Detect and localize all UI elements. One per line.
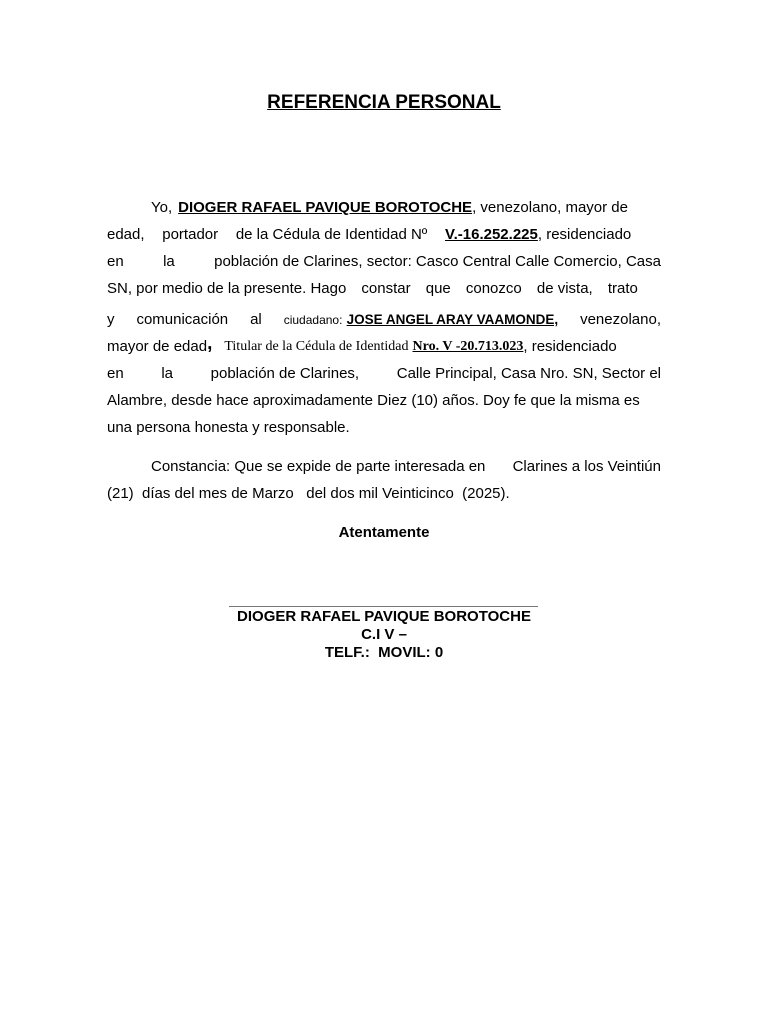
document-title: REFERENCIA PERSONAL	[267, 92, 501, 113]
text-fragment: (21) días del mes de Marzo del dos mil Veinticinco (2025).	[107, 485, 510, 502]
text-line	[107, 360, 661, 387]
text-fragment: , venezolano, mayor de	[472, 199, 628, 216]
text-fragment: SN, por medio de la presente. Hago	[107, 280, 347, 297]
text-fragment: Clarines a los Veintiún	[512, 458, 661, 475]
signature-line	[229, 606, 538, 607]
text-line	[107, 480, 661, 507]
text-fragment: , residenciado	[523, 338, 617, 355]
text-fragment: Constancia: Que se expide de parte interesada en	[151, 458, 486, 475]
text-fragment: en	[107, 365, 124, 382]
text-fragment: ,	[207, 333, 213, 354]
signature-block	[0, 608, 768, 662]
text-fragment: en	[107, 253, 124, 270]
text-fragment	[445, 221, 631, 248]
signature-id: C.I V –	[361, 626, 407, 643]
text-fragment: portador	[162, 226, 219, 243]
text-line	[107, 275, 661, 302]
text-fragment: población de Clarines, sector: Casco Central Calle Comercio, Casa	[214, 253, 661, 270]
text-line	[107, 333, 661, 360]
closing-salutation: Atentamente	[338, 524, 430, 541]
reference-paragraph	[107, 194, 661, 441]
text-fragment: una persona honesta y responsable.	[107, 419, 350, 436]
text-fragment: población de Clarines,	[210, 365, 360, 382]
text-line	[107, 453, 661, 480]
referee-name: JOSE ANGEL ARAY VAAMONDE,	[346, 312, 559, 327]
spacer	[653, 275, 661, 302]
text-fragment: Yo,	[151, 199, 173, 216]
signature-phone: TELF.: MOVIL: 0	[324, 644, 444, 661]
text-fragment: Alambre, desde hace aproximadamente Diez (10) años. Doy fe que la misma es	[107, 392, 640, 409]
text-fragment: y	[107, 311, 115, 328]
text-fragment: venezolano,	[580, 311, 661, 328]
text-fragment: edad,	[107, 226, 145, 243]
issuer-id-number: V.-16.252.225	[444, 226, 538, 243]
text-line	[107, 414, 661, 441]
text-fragment: conozco	[465, 280, 522, 297]
text-fragment: trato	[607, 280, 638, 297]
text-fragment: de vista,	[536, 280, 593, 297]
text-fragment: comunicación	[136, 311, 229, 328]
text-fragment: , residenciado	[537, 226, 632, 243]
text-line	[107, 248, 661, 275]
text-fragment: al	[250, 311, 262, 328]
text-fragment: Calle Principal, Casa Nro. SN, Sector el	[396, 365, 661, 382]
text-fragment: la	[163, 253, 175, 270]
text-fragment: constar	[361, 280, 411, 297]
text-fragment: ciudadano:	[283, 313, 343, 327]
referee-id-number: Nro. V -20.713.023	[412, 339, 524, 354]
text-fragment: la	[161, 365, 174, 382]
text-fragment	[178, 194, 661, 221]
spacer	[649, 221, 661, 248]
constancia-paragraph	[107, 453, 661, 507]
text-line	[107, 306, 661, 333]
issuer-name: DIOGER RAFAEL PAVIQUE BOROTOCHE	[178, 199, 473, 216]
text-fragment: que	[425, 280, 451, 297]
text-line	[107, 221, 661, 248]
text-fragment	[284, 306, 558, 333]
text-line	[107, 387, 661, 414]
text-fragment: mayor de edad	[107, 338, 208, 355]
text-fragment: Titular de la Cédula de Identidad	[224, 339, 409, 354]
signature-name: DIOGER RAFAEL PAVIQUE BOROTOCHE	[237, 608, 531, 625]
text-fragment: de la Cédula de Identidad Nº	[235, 226, 428, 243]
text-line	[107, 194, 661, 221]
